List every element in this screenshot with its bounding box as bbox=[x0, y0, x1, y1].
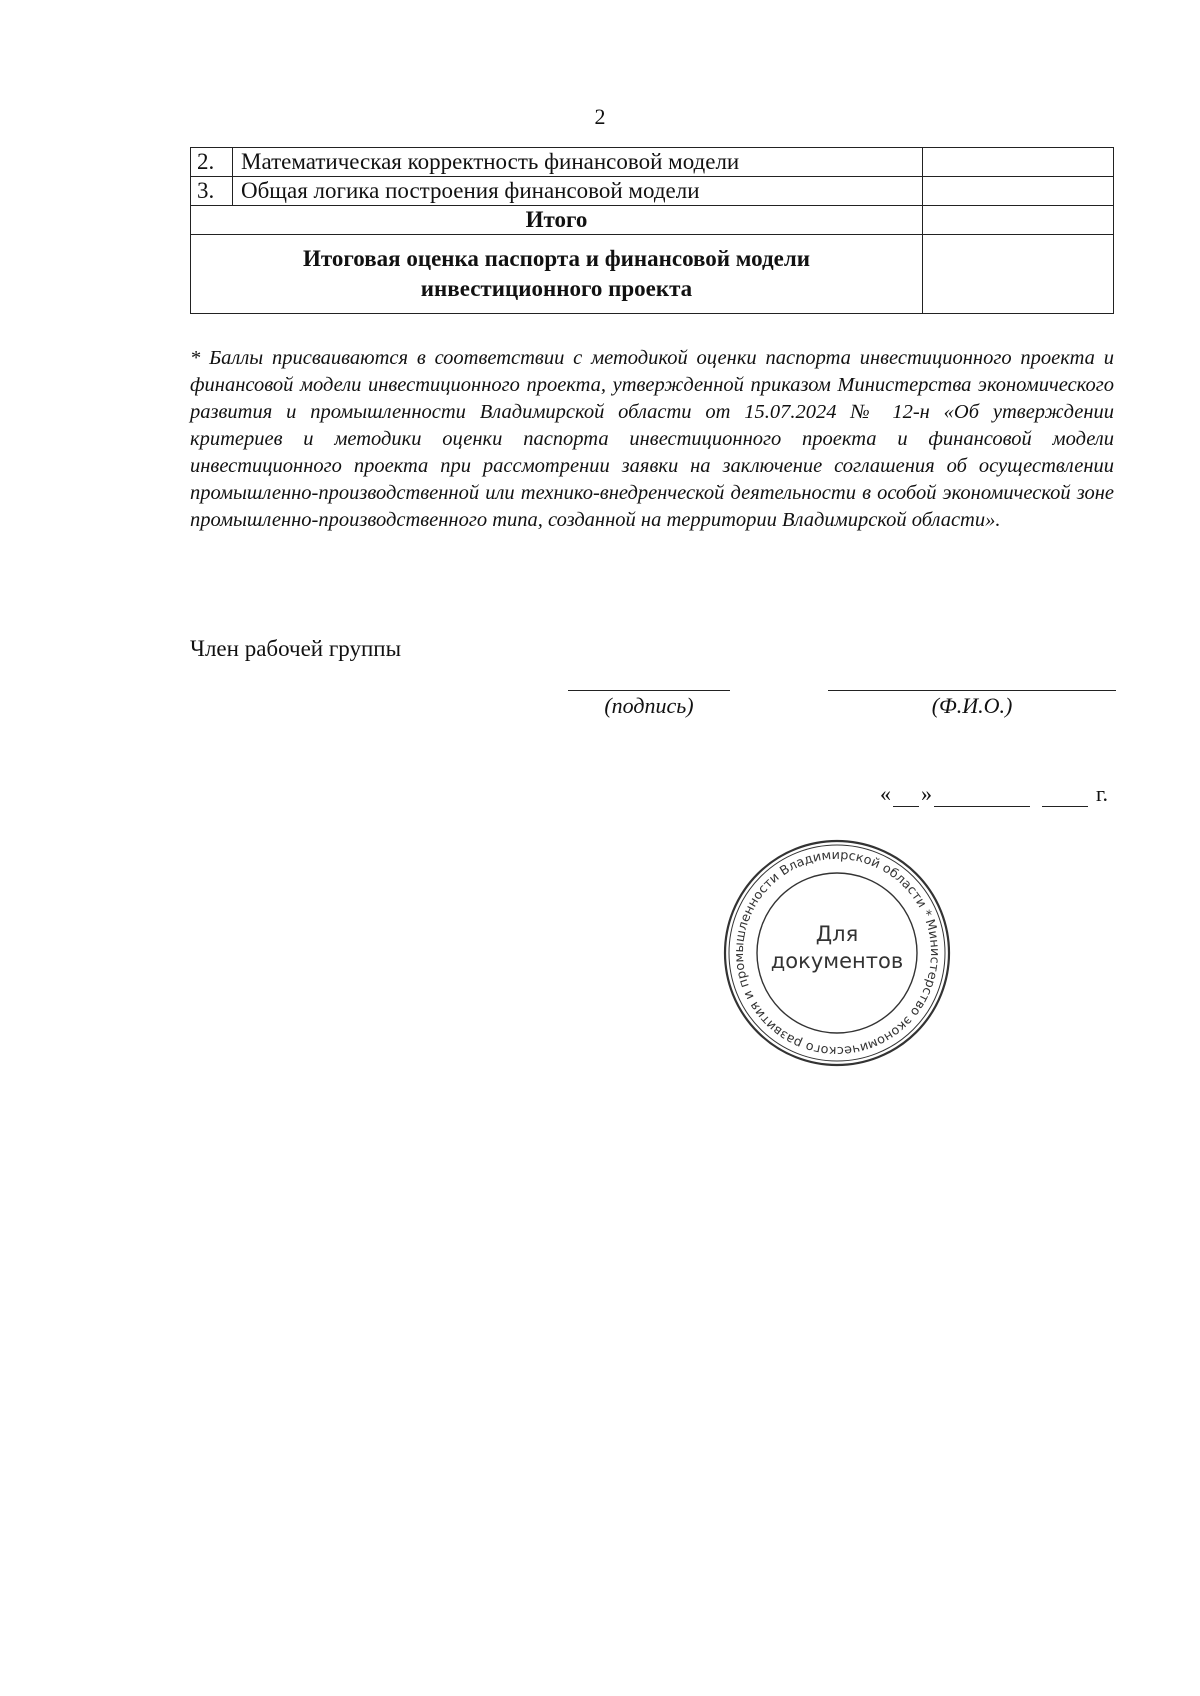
final-assessment-label bbox=[191, 235, 923, 314]
criterion-cell: Общая логика построения финансовой модели bbox=[233, 177, 923, 206]
signature-caption: (подпись) bbox=[604, 693, 694, 718]
total-label: Итого bbox=[191, 206, 923, 235]
page-number: 2 bbox=[594, 104, 606, 129]
stamp-center-line2: документов bbox=[770, 949, 904, 973]
stamp-ring-textpath: Министерство экономического развития и промышленности Владимирской области * bbox=[730, 846, 944, 1060]
day-blank bbox=[893, 786, 919, 807]
stamp-center-line1: Для bbox=[815, 922, 859, 946]
row-number: 3. bbox=[191, 177, 233, 206]
official-stamp bbox=[722, 838, 952, 1068]
member-label: Член рабочей группы bbox=[190, 636, 402, 661]
name-caption: (Ф.И.О.) bbox=[931, 693, 1013, 718]
date-field bbox=[880, 781, 1108, 807]
score-cell bbox=[923, 148, 1114, 177]
score-cell bbox=[923, 177, 1114, 206]
final-row bbox=[191, 235, 1114, 314]
final-label-line1: Итоговая оценка паспорта и финансовой модели bbox=[303, 246, 810, 271]
row-number: 2. bbox=[191, 148, 233, 177]
table-row bbox=[191, 177, 1114, 206]
final-score-cell bbox=[923, 235, 1114, 314]
year-blank bbox=[1042, 786, 1088, 807]
total-score-cell bbox=[923, 206, 1114, 235]
criterion-cell: Математическая корректность финансовой модели bbox=[233, 148, 923, 177]
total-row bbox=[191, 206, 1114, 235]
signature-line bbox=[568, 690, 730, 691]
final-label-line2: инвестиционного проекта bbox=[420, 276, 693, 301]
footnote: * Баллы присваиваются в соответствии с методикой оценки паспорта инвестиционного проекта и финансовой модели инвестиционного проекта, утвержденной приказом Министерства экономического развития и промышленности Владимирской области от 15.07.2024 № 12-н «Об утверждении критериев и методики оценки паспорта инвестиционного проекта и финансовой модели инвестиционного проекта при рассмотрении заявки на заключение соглашения об осуществлении промышленно-производственной или технико-внедренческой деятельности в особой экономической зоне промышленно-производственного типа, созданной на территории Владимирской области». bbox=[190, 347, 1114, 531]
date-close-quote: » bbox=[921, 781, 932, 806]
year-suffix: г. bbox=[1096, 781, 1109, 806]
name-line bbox=[828, 690, 1116, 691]
date-open-quote: « bbox=[880, 781, 891, 806]
table-row bbox=[191, 148, 1114, 177]
score-table bbox=[190, 147, 1114, 314]
month-blank bbox=[934, 786, 1030, 807]
